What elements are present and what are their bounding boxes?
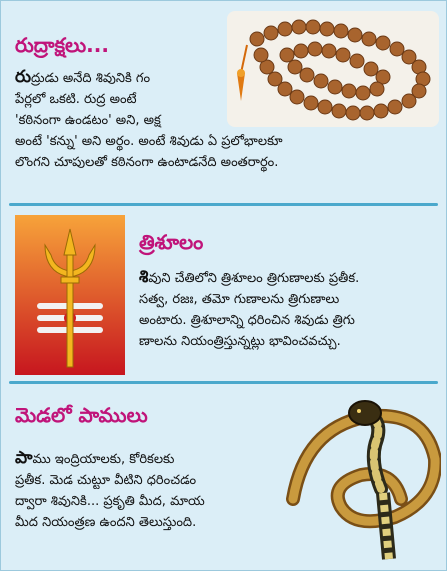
dropcap: పా	[15, 448, 33, 468]
section-title-trishulam: త్రిశూలం	[139, 230, 204, 254]
dropcap: రు	[15, 67, 31, 87]
section-title-snakes: మెడలో పాములు	[15, 403, 148, 427]
dropcap: శి	[139, 267, 149, 287]
text-line: 'కఠినంగా ఉండటం' అని, అక్ష	[15, 113, 161, 128]
trishulam-text	[139, 267, 439, 352]
text-line: ణాలను నియంత్రిస్తున్నట్లు భావించవచ్చు.	[139, 334, 341, 349]
trident-icon	[15, 215, 125, 375]
rudraksha-text-narrow	[15, 67, 229, 131]
text-line: అంటే 'కన్ను' అని అర్థం. అంటే శివుడు ఏ ప్రలోభాలకూ	[15, 134, 283, 149]
text-line: అంటారు. త్రిశూలాన్ని ధరించిన శివుడు త్రిగు	[139, 313, 355, 328]
rudraksha-beads-icon	[227, 11, 439, 127]
text-line	[139, 267, 439, 289]
text-line-content: ము ఇంద్రియాలకు, కోరికలకు	[32, 452, 175, 467]
section-title-rudraksha: రుద్రాక్షలు...	[15, 33, 109, 57]
section-divider	[9, 203, 438, 206]
snakes-text	[15, 448, 285, 533]
text-line	[15, 448, 285, 470]
text-line-content: ద్రుడు అనేది శివునికి గం	[30, 71, 151, 86]
text-line: లొంగని చూపులతో కఠినంగా ఉంటాడనేది అంతరార్థం.	[15, 155, 279, 170]
text-line	[15, 67, 229, 89]
section-divider	[9, 381, 438, 384]
snake-icon	[285, 389, 441, 567]
text-line: మీద నియంత్రణ ఉందని తెలుస్తుంది.	[15, 515, 197, 530]
text-line: పేర్లలో ఒకటి. రుద్ర అంటే	[15, 92, 137, 107]
text-line: సత్వ, రజః, తమో గుణాలను త్రిగుణాలు	[139, 292, 340, 307]
text-line-content: వుని చేతిలోని త్రిశూలం త్రిగుణాలకు ప్రతీక.	[148, 271, 360, 286]
text-line: ప్రతీక. మెడ చుట్టూ వీటిని ధరించడం	[15, 473, 197, 488]
rudraksha-text-wide	[15, 131, 440, 173]
text-line: ద్వారా శివునికి... ప్రకృతి మీద, మాయ	[15, 494, 205, 509]
